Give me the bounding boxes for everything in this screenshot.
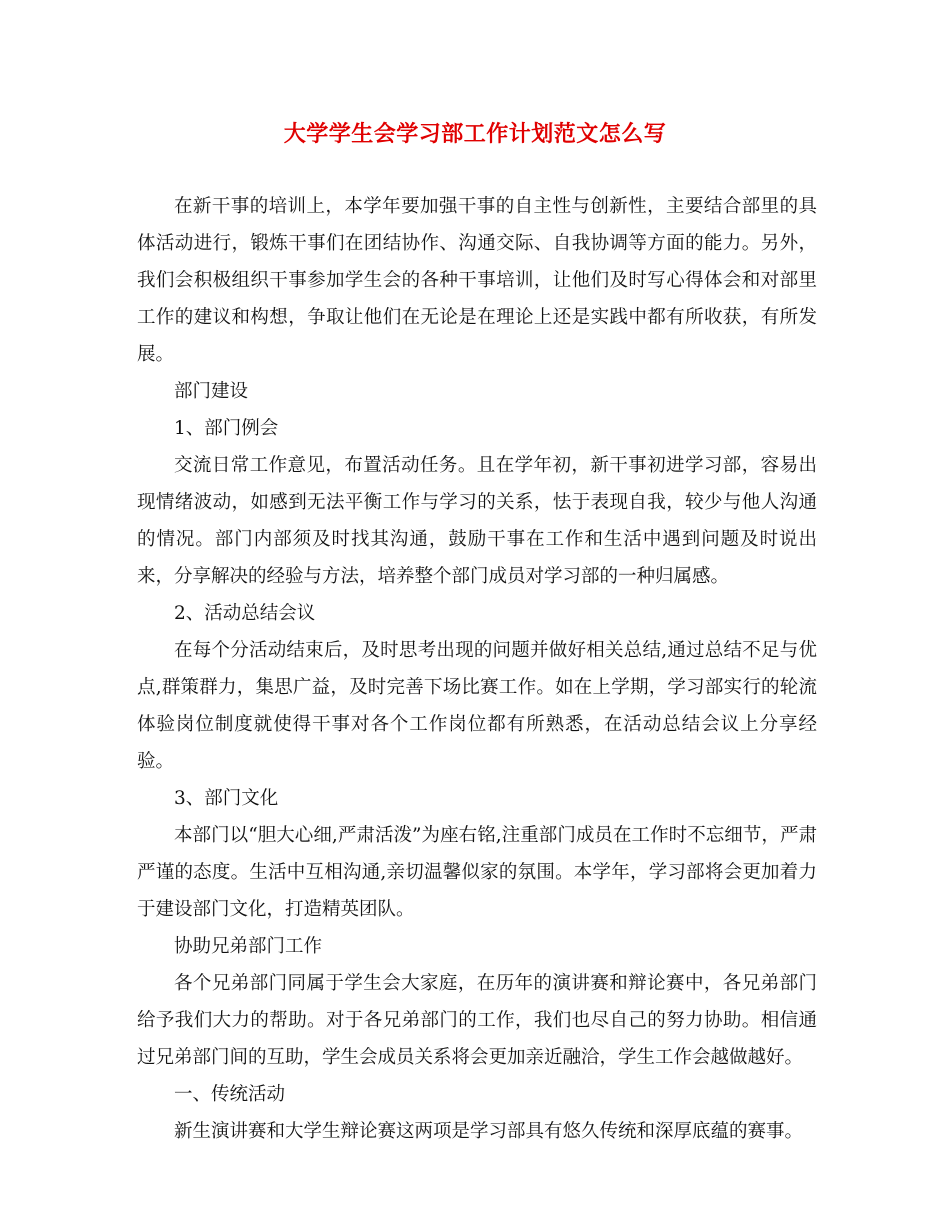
heading-department-culture: 3、部门文化 [174, 788, 279, 809]
paragraph-regular-meeting: 交流日常工作意见，布置活动任务。且在学年初，新干事初进学习部，容易出现情绪波动，如感到无法平衡工作与学习的关系，怯于表现自我，较少与他人沟通的情况。部门内部须及时找其沟通，鼓励干事在工作和生活中遇到问题及时说出来，分享解决的经验与方法，培养整个部门成员对学习部的一种归属感。 [137, 455, 817, 587]
paragraph-activity-summary: 在每个分活动结束后，及时思考出现的问题并做好相关总结,通过总结不足与优点,群策群力，集思广益，及时完善下场比赛工作。如在上学期，学习部实行的轮流体验岗位制度就使得干事对各个工作岗位都有所熟悉，在活动总结会议上分享经验。 [137, 640, 817, 772]
paragraph-intro: 在新干事的培训上，本学年要加强干事的自主性与创新性，主要结合部里的具体活动进行，锻炼干事们在团结协作、沟通交际、自我协调等方面的能力。另外，我们会积极组织干事参加学生会的各种干事培训，让他们及时写心得体会和对部里工作的建议和构想，争取让他们在无论是在理论上还是实践中都有所收获，有所发展。 [137, 196, 817, 365]
paragraph-department-culture: 本部门以“胆大心细,严肃活泼”为座右铭,注重部门成员在工作时不忘细节，严肃严谨的态度。生活中互相沟通,亲切温馨似家的氛围。本学年，学习部将会更加着力于建设部门文化，打造精英团队。 [137, 825, 817, 920]
heading-assist-departments: 协助兄弟部门工作 [174, 936, 323, 957]
paragraph-traditional-activities: 新生演讲赛和大学生辩论赛这两项是学习部具有悠久传统和深厚底蕴的赛事。 [174, 1121, 804, 1142]
paragraph-assist-departments: 各个兄弟部门同属于学生会大家庭，在历年的演讲赛和辩论赛中，各兄弟部门给予我们大力的帮助。对于各兄弟部门的工作，我们也尽自己的努力协助。相信通过兄弟部门间的互助，学生会成员关系将会更加亲近融洽，学生工作会越做越好。 [137, 973, 817, 1068]
heading-traditional-activities: 一、传统活动 [174, 1084, 286, 1105]
heading-regular-meeting: 1、部门例会 [174, 418, 279, 439]
heading-activity-summary: 2、活动总结会议 [174, 603, 316, 624]
heading-department-building: 部门建设 [174, 381, 249, 402]
document-title: 大学学生会学习部工作计划范文怎么写 [283, 121, 667, 147]
document-body [137, 188, 817, 1150]
